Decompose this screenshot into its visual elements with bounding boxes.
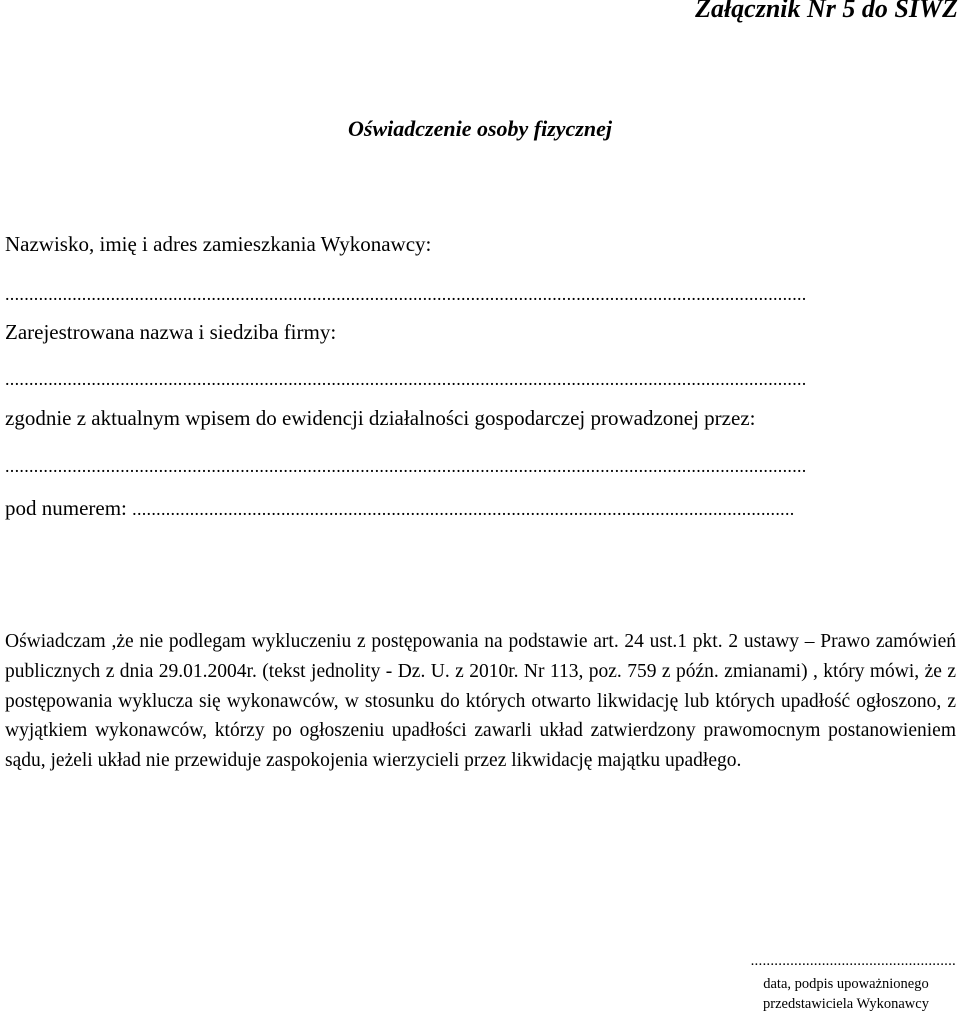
document-title: Oświadczenie osoby fizycznej (348, 116, 612, 141)
registry-fill-line: ....................................................................................................................................................................... (5, 456, 807, 476)
name-address-fill-line: ....................................................................................................................................................................... (5, 284, 807, 304)
name-address-label: Nazwisko, imię i adres zamieszkania Wykonawcy: (5, 232, 432, 256)
company-fill-line: ....................................................................................................................................................................... (5, 369, 807, 389)
company-label: Zarejestrowana nazwa i siedziba firmy: (5, 320, 337, 344)
registry-number-row (5, 496, 795, 521)
signature-caption (696, 974, 956, 1014)
registry-label: zgodnie z aktualnym wpisem do ewidencji działalności gospodarczej prowadzonej przez: (5, 406, 756, 430)
signature-caption-line-1: data, podpis upoważnionego (763, 976, 929, 992)
annex-label: Załącznik Nr 5 do SIWZ (695, 0, 958, 23)
signature-block (696, 953, 956, 1014)
exclusion-statement: Oświadczam ,że nie podlegam wykluczeniu z postępowania na podstawie art. 24 ust.1 pkt. 2 ustawy – Prawo zamówień publicznych z dnia 29.01.2004r. (tekst jednolity - Dz. U. z 2010r. Nr 113, poz. 759 z późn. zmianami) , który mówi, że z postępowania wyklucza się wykonawców, w stosunku do których otwarto likwidację lub których upadłość ogłoszono, z wyjątkiem wykonawców, którzy po ogłoszeniu upadłości zawarli układ zatwierdzony prawomocnym postanowieniem sądu, jeżeli układ nie przewiduje zaspokojenia wierzycieli przez likwidację majątku upadłego. (5, 631, 956, 772)
registry-number-label: pod numerem: (5, 496, 133, 520)
signature-caption-line-2: przedstawiciela Wykonawcy (763, 996, 929, 1012)
registry-number-fill-line: .......................................................................................................................................... (132, 499, 795, 519)
signature-fill-line: .................................................... (750, 953, 956, 969)
